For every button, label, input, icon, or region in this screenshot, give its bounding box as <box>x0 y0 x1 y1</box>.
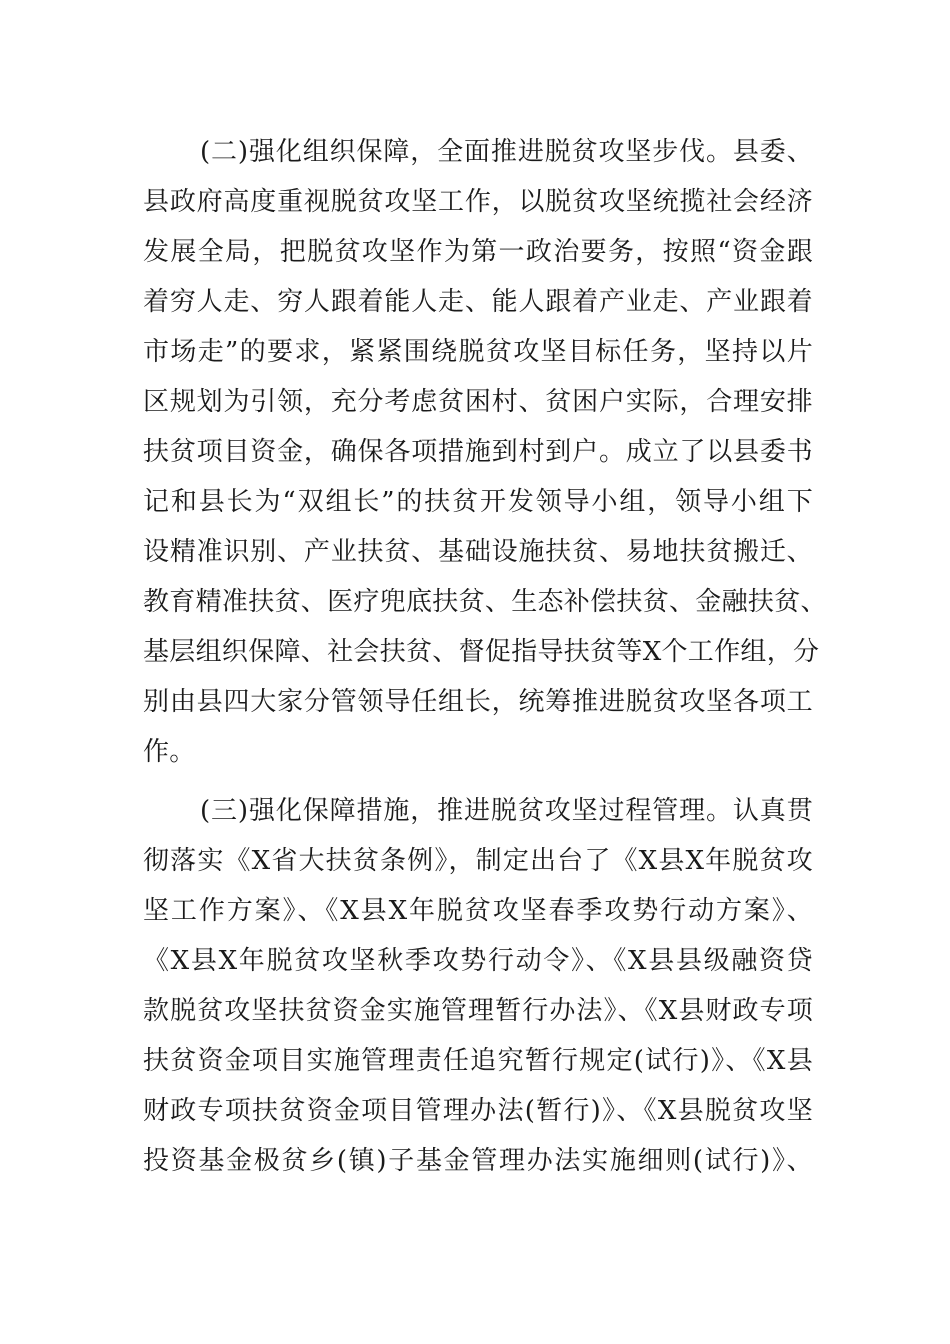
text-line: 教育精准扶贫、医疗兜底扶贫、生态补偿扶贫、金融扶贫、 <box>143 587 827 617</box>
text-line: 设精准识别、产业扶贫、基础设施扶贫、易地扶贫搬迁、 <box>143 537 813 567</box>
text-line: 别由县四大家分管领导任组长，统筹推进脱贫攻坚各项工 <box>143 687 813 717</box>
text-line: 扶贫资金项目实施管理责任追究暂行规定(试行)》、《X县 <box>143 1046 813 1076</box>
text-line: 作。 <box>143 737 196 767</box>
text-line: 款脱贫攻坚扶贫资金实施管理暂行办法》、《X县财政专项 <box>143 996 813 1026</box>
text-line: 县政府高度重视脱贫攻坚工作，以脱贫攻坚统揽社会经济 <box>143 187 813 217</box>
paragraph-safeguard-measures <box>143 786 813 1186</box>
text-line: 坚工作方案》、《X县X年脱贫攻坚春季攻势行动方案》、 <box>143 896 813 926</box>
text-line: 投资基金极贫乡(镇)子基金管理办法实施细则(试行)》、 <box>143 1146 813 1176</box>
text-line: 基层组织保障、社会扶贫、督促指导扶贫等X个工作组，分 <box>143 637 820 667</box>
paragraph-organizational-guarantee <box>143 127 827 777</box>
text-line: 着穷人走、穷人跟着能人走、能人跟着产业走、产业跟着 <box>143 287 813 317</box>
text-line: 市场走”的要求，紧紧围绕脱贫攻坚目标任务，坚持以片 <box>143 337 813 367</box>
text-line: 扶贫项目资金，确保各项措施到村到户。成立了以县委书 <box>143 437 813 467</box>
text-line: (三)强化保障措施，推进脱贫攻坚过程管理。认真贯 <box>200 796 813 826</box>
text-line: 彻落实《X省大扶贫条例》，制定出台了《X县X年脱贫攻 <box>143 846 813 876</box>
text-line: 《X县X年脱贫攻坚秋季攻势行动令》、《X县县级融资贷 <box>143 946 813 976</box>
text-line: 发展全局，把脱贫攻坚作为第一政治要务，按照“资金跟 <box>143 237 813 267</box>
text-line: (二)强化组织保障，全面推进脱贫攻坚步伐。县委、 <box>200 137 813 167</box>
text-line: 财政专项扶贫资金项目管理办法(暂行)》、《X县脱贫攻坚 <box>143 1096 813 1126</box>
text-line: 区规划为引领，充分考虑贫困村、贫困户实际，合理安排 <box>143 387 813 417</box>
text-line: 记和县长为“双组长”的扶贫开发领导小组，领导小组下 <box>143 487 813 517</box>
